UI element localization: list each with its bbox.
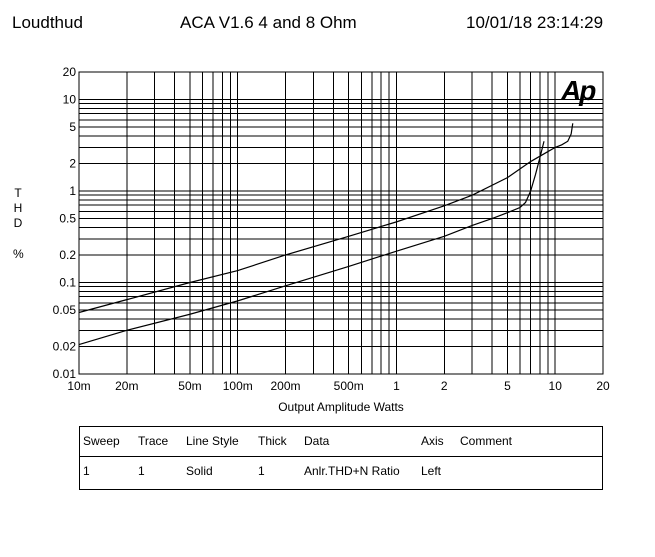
- series-line-1: [79, 123, 573, 312]
- header-left-title: Loudthud: [12, 13, 83, 32]
- legend-header-axis: Axis: [421, 434, 444, 448]
- y-tick-label: 0.2: [59, 247, 76, 262]
- y-tick-label: 0.1: [59, 275, 76, 290]
- ap-logo: Ap: [561, 75, 595, 106]
- y-tick-label: 0.5: [59, 211, 76, 226]
- x-tick-label: 10m: [67, 379, 91, 393]
- x-tick-label: 50m: [178, 379, 202, 393]
- series-line-2: [79, 141, 544, 344]
- legend-cell-trace: 1: [138, 464, 145, 478]
- y-tick-label: 0.05: [52, 303, 76, 318]
- legend-header-comment: Comment: [460, 434, 513, 448]
- x-tick-label: 5: [504, 379, 511, 393]
- header-center-title: ACA V1.6 4 and 8 Ohm: [180, 13, 357, 32]
- y-axis-label-letter-h: H: [13, 201, 23, 215]
- header-timestamp: 10/01/18 23:14:29: [466, 13, 604, 32]
- x-tick-label: 20: [596, 379, 610, 393]
- y-tick-label: 10: [62, 92, 76, 107]
- x-tick-label: 500m: [333, 379, 364, 393]
- y-axis-label-unit: %: [13, 247, 24, 261]
- x-tick-label: 2: [440, 379, 448, 393]
- x-axis-title: Output Amplitude Watts: [278, 400, 404, 414]
- legend-cell-axis: Left: [421, 464, 442, 478]
- y-axis-label-letter-t: T: [14, 186, 22, 200]
- legend-cell-data: Anlr.THD+N Ratio: [304, 464, 400, 478]
- legend-header-data: Data: [304, 434, 330, 448]
- x-tick-label: 200m: [270, 379, 301, 393]
- y-tick-label: 0.02: [52, 339, 76, 354]
- legend-table-row: [80, 464, 602, 480]
- legend-header-thick: Thick: [258, 434, 287, 448]
- legend-header-line-style: Line Style: [186, 434, 239, 448]
- y-tick-label: 20: [62, 65, 76, 79]
- y-tick-label: 0.01: [52, 367, 76, 381]
- y-tick-label: 2: [69, 156, 76, 171]
- x-tick-label: 1: [393, 379, 400, 393]
- x-tick-label: 100m: [222, 379, 253, 393]
- x-tick-label: 20m: [115, 379, 139, 393]
- y-tick-label: 1: [69, 184, 76, 199]
- legend-header-trace: Trace: [138, 434, 169, 448]
- y-tick-label: 5: [69, 120, 76, 135]
- y-axis-label-letter-d: D: [13, 216, 23, 230]
- legend-table-divider: [80, 456, 602, 457]
- legend-cell-line-style: Solid: [186, 464, 213, 478]
- plot-frame: [79, 72, 603, 374]
- legend-table: [79, 426, 603, 490]
- legend-table-header: [80, 434, 602, 450]
- legend-cell-sweep: 1: [83, 464, 90, 478]
- legend-header-sweep: Sweep: [83, 434, 120, 448]
- legend-cell-thick: 1: [258, 464, 265, 478]
- x-tick-label: 10: [548, 379, 562, 393]
